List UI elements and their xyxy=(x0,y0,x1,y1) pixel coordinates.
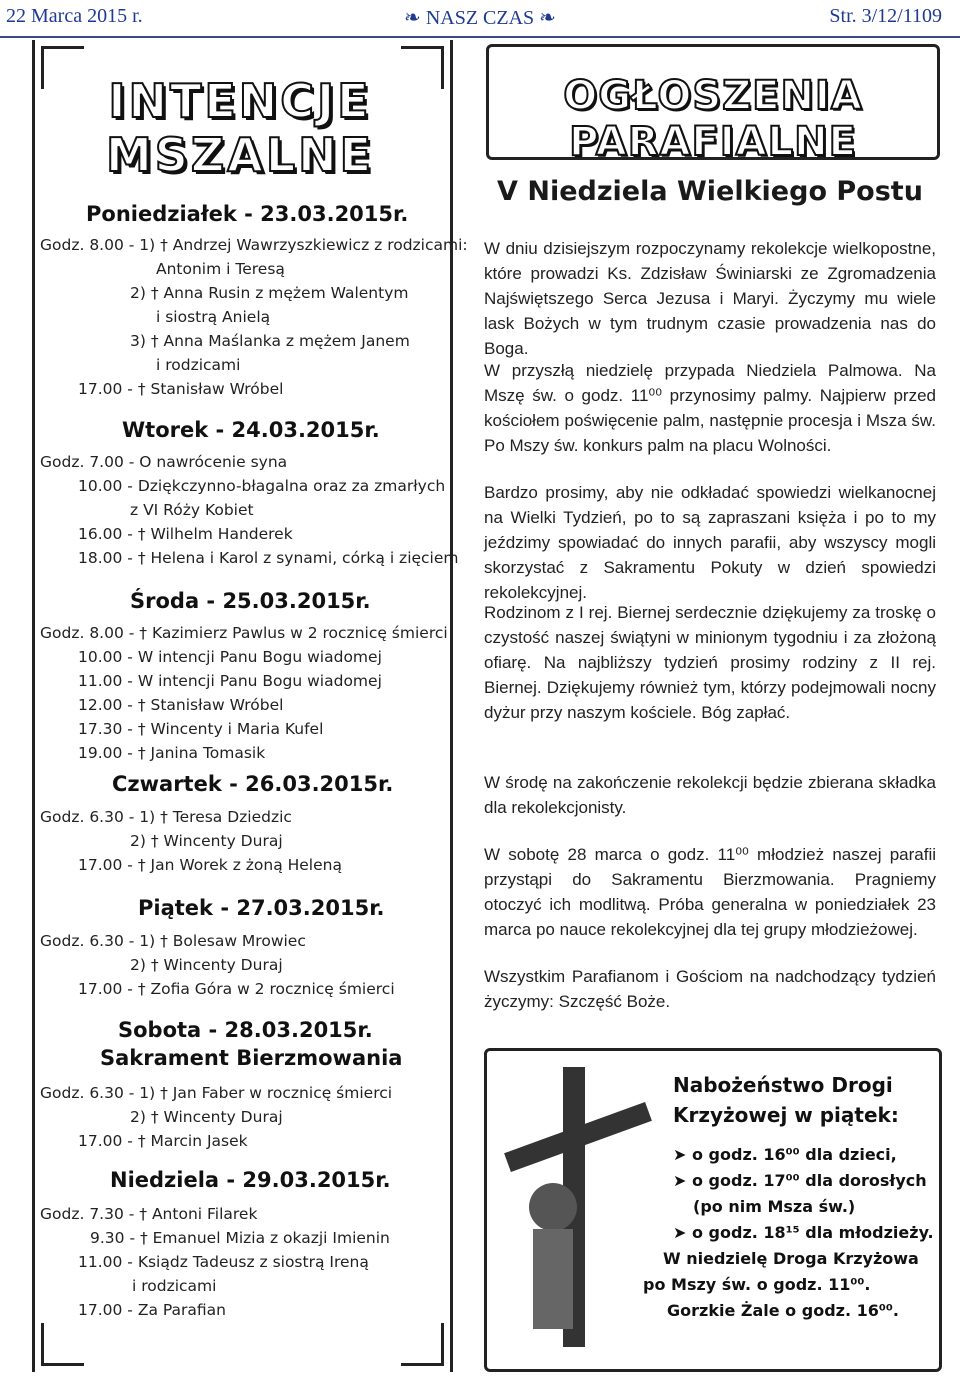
flourish-icon: ❧ xyxy=(534,7,556,29)
intention-line: Godz. 8.00 - 1) † Andrzej Wawrzyszkiewicz z rodzicami: xyxy=(40,236,468,254)
day-heading: Piątek - 27.03.2015r. xyxy=(138,896,385,920)
sunday-subtitle: V Niedziela Wielkiego Postu xyxy=(497,176,923,207)
intention-line: 17.00 - † Marcin Jasek xyxy=(78,1132,248,1150)
intention-line: 17.00 - Za Parafian xyxy=(78,1301,226,1319)
page-number: Str. 3/12/1109 xyxy=(829,5,942,27)
day-heading: Niedziela - 29.03.2015r. xyxy=(110,1168,391,1192)
intention-line: 11.00 - W intencji Panu Bogu wiadomej xyxy=(78,672,382,690)
announcement-paragraph: W sobotę 28 marca o godz. 11⁰⁰ młodzież naszej parafii przystąpi do Sakramentu Bierzmowania. Pragniemy otoczyć ich modlitwą. Próba generalna w poniedziałek 23 marca po nauce rekolekcyjnej dla tej grupy młodzieżowej. xyxy=(484,845,936,939)
intention-line: Antonim i Teresą xyxy=(156,260,285,278)
flourish-icon: ❧ xyxy=(404,7,426,29)
sunday-way-of-cross: W niedzielę Droga Krzyżowa xyxy=(663,1249,919,1268)
box-title-line2: Krzyżowej w piątek: xyxy=(673,1103,899,1127)
day-subheading: Sakrament Bierzmowania xyxy=(100,1046,403,1070)
frame-corner-ornament xyxy=(41,1323,84,1366)
intention-line: 3) † Anna Maślanka z mężem Janem xyxy=(130,332,410,350)
announcement-paragraph: Bardzo prosimy, aby nie odkładać spowiedzi wielkanocnej na Wielki Tydzień, po to są zapraszani księża i po to my jeździmy spowiadać do innych parafii, aby wszyscy mogli skorzystać z Sakramentu Pokuty w dzień spowiedzi rekolekcyjnej. xyxy=(484,483,936,602)
schedule-item: ➤ o godz. 18¹⁵ dla młodzieży. xyxy=(673,1223,934,1242)
intention-line: Godz. 6.30 - 1) † Bolesaw Mrowiec xyxy=(40,932,306,950)
announcement-paragraph: Rodzinom z I rej. Biernej serdecznie dziękujemy za troskę o czystość naszej świątyni w minionym tygodniu i za złożoną ofiarę. Na najbliższy tydzień prosimy rodziny z II rej. Biernej. Dziękujemy również tym, którzy podejmowali nocny dyżur przy naszym kościele. Bóg zapłać. xyxy=(484,603,936,722)
intention-line: 2) † Anna Rusin z mężem Walentym xyxy=(130,284,409,302)
day-heading: Środa - 25.03.2015r. xyxy=(130,589,371,613)
schedule-note: (po nim Msza św.) xyxy=(693,1197,856,1216)
intention-line: i rodzicami xyxy=(132,1277,217,1295)
announcement-paragraph: W środę na zakończenie rekolekcji będzie zbierana składka dla rekolekcjonisty. xyxy=(484,773,936,817)
intention-line: 9.30 - † Emanuel Mizia z okazji Imienin xyxy=(90,1229,390,1247)
page-header xyxy=(0,0,960,38)
crucifix-icon xyxy=(493,1057,663,1357)
newspaper-title: ❧ NASZ CZAS ❧ xyxy=(404,7,556,29)
intention-line: 17.30 - † Wincenty i Maria Kufel xyxy=(78,720,324,738)
intention-line: 12.00 - † Stanisław Wróbel xyxy=(78,696,284,714)
arrow-bullet-icon: ➤ xyxy=(673,1145,692,1164)
intention-line: i siostrą Anielą xyxy=(156,308,271,326)
intention-line: 19.00 - † Janina Tomasik xyxy=(78,744,266,762)
intention-line: 2) † Wincenty Duraj xyxy=(130,1108,283,1126)
day-heading: Czwartek - 26.03.2015r. xyxy=(112,772,394,796)
arrow-bullet-icon: ➤ xyxy=(673,1223,692,1242)
gorzkie-zale-time: Gorzkie Żale o godz. 16⁰⁰. xyxy=(667,1301,899,1320)
intention-line: Godz. 7.00 - O nawrócenie syna xyxy=(40,453,288,471)
announcement-paragraph: W dniu dzisiejszym rozpoczynamy rekolekcje wielkopostne, które prowadzi Ks. Zdzisław Świniarski ze Zgromadzenia Najświętszego Serca Jezusa i Maryi. Życzymy mu wiele lask Bożych w tym trudnym czasie prowadzenia nas do Boga. xyxy=(484,239,936,358)
sunday-way-of-cross-time: po Mszy św. o godz. 11⁰⁰. xyxy=(643,1275,871,1294)
way-of-cross-box xyxy=(484,1048,942,1372)
intention-line: Godz. 6.30 - 1) † Teresa Dziedzic xyxy=(40,808,292,826)
announcements-banner xyxy=(486,44,940,165)
intention-line: 10.00 - Dziękczynno-błagalna oraz za zmarłych xyxy=(78,477,446,495)
intention-line: 2) † Wincenty Duraj xyxy=(130,832,283,850)
intention-line: 18.00 - † Helena i Karol z synami, córką i zięciem xyxy=(78,549,459,567)
issue-date: 22 Marca 2015 r. xyxy=(6,5,143,27)
arrow-bullet-icon: ➤ xyxy=(673,1171,692,1190)
announcement-paragraph: W przyszłą niedzielę przypada Niedziela Palmowa. Na Mszę św. o godz. 11⁰⁰ przynosimy palmy. Najpierw przed kościołem poświęcenie palm, następnie procesja i Msza św. Po Mszy św. konkurs palm na placu Wolności. xyxy=(484,361,936,455)
intention-line: 17.00 - † Stanisław Wróbel xyxy=(78,380,284,398)
day-heading: Poniedziałek - 23.03.2015r. xyxy=(86,202,409,226)
box-title-line1: Nabożeństwo Drogi xyxy=(673,1073,893,1097)
intention-line: z VI Róży Kobiet xyxy=(130,501,254,519)
schedule-item: ➤ o godz. 17⁰⁰ dla dorosłych xyxy=(673,1171,927,1190)
day-heading: Wtorek - 24.03.2015r. xyxy=(122,418,380,442)
day-heading: Sobota - 28.03.2015r. xyxy=(118,1018,373,1042)
intention-line: 17.00 - † Zofia Góra w 2 rocznicę śmierci xyxy=(78,980,395,998)
intention-line: 10.00 - W intencji Panu Bogu wiadomej xyxy=(78,648,382,666)
intention-line: i rodzicami xyxy=(156,356,241,374)
section-title-line2: MSZALNE xyxy=(105,128,375,182)
intention-line: 2) † Wincenty Duraj xyxy=(130,956,283,974)
section-title-line1: INTENCJE xyxy=(108,74,372,128)
intention-line: 11.00 - Ksiądz Tadeusz z siostrą Ireną xyxy=(78,1253,369,1271)
intention-line: Godz. 8.00 - † Kazimierz Pawlus w 2 rocznicę śmierci xyxy=(40,624,448,642)
schedule-item: ➤ o godz. 16⁰⁰ dla dzieci, xyxy=(673,1145,897,1164)
intention-line: Godz. 6.30 - 1) † Jan Faber w rocznicę śmierci xyxy=(40,1084,393,1102)
intention-line: Godz. 7.30 - † Antoni Filarek xyxy=(40,1205,258,1223)
intention-line: 16.00 - † Wilhelm Handerek xyxy=(78,525,293,543)
announcement-paragraph: Wszystkim Parafianom i Gościom na nadchodzący tydzień życzymy: Szczęść Boże. xyxy=(484,967,936,1011)
intention-line: 17.00 - † Jan Worek z żoną Heleną xyxy=(78,856,342,874)
announcements-banner-title: OGŁOSZENIA PARAFIALNE xyxy=(563,73,863,165)
frame-corner-ornament xyxy=(401,1323,444,1366)
